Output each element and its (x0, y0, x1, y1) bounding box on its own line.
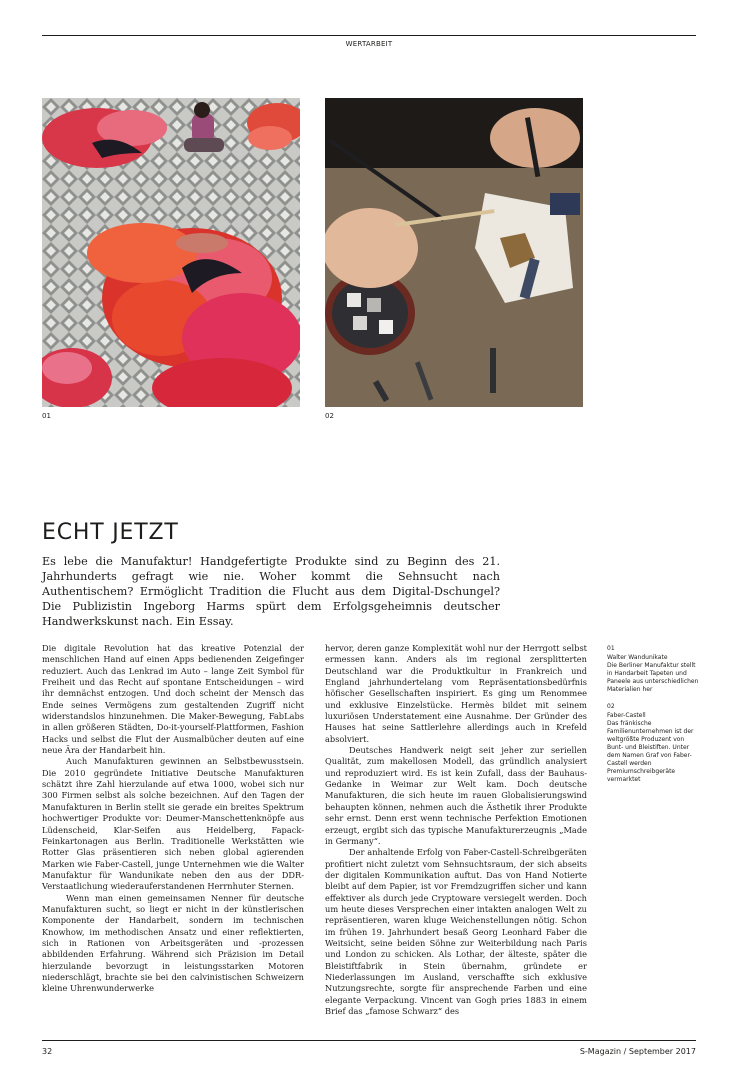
body-column-2 (325, 643, 587, 1017)
caption-01 (607, 645, 699, 694)
body-paragraph: Auch Manufakturen gewinnen an Selbstbewusstsein. Die 2010 gegründete Initiative Deutsche Manufakturen schätzt ihre Zahl hierzulande auf etwa 1000, wobei sich nur 300 Firmen selbst als solche bezeichnen. Auf den Tagen der Manufakturen in Berlin stellt sie gerade ein breites Spektrum hochwertiger Produkte vor: Deumer-Manschettenknöpfe aus Lüdenscheid, Klar-Seifen aus Heidelberg, Fapack-Feinkartonagen aus Berlin. Traditionelle Werkstätten wie Rotter Glas präsentieren sich neben global agierenden Marken wie Faber-Castell, junge Unternehmen wie die Walter Manufaktur für Wandunikate neben den aus der DDR-Verstaatlichung wiederauferstandenen Herrnhuter Sternen. (42, 756, 304, 892)
photo-mosaic-floor (42, 98, 300, 407)
photo-number-02: 02 (325, 412, 334, 420)
body-paragraph: Wenn man einen gemeinsamen Nenner für deutsche Manufakturen sucht, so liegt er nicht in der künstlerischen Komponente der Handarbeit, sondern im technischen Knowhow, im methodischen Ansatz und einer reflektierten, sich in Rationen von Arbeitsgeräten und -prozessen abbildenden Erfahrung. Während sich Präzision im Detail hierzulande bevorzugt in leistungsstarken Motoren niederschlägt, brachte sie bei den calvinistischen Schweizern kleine Uhrenwunderwerke (42, 892, 304, 994)
body-column-1 (42, 643, 304, 995)
photo-number-01: 01 (42, 412, 51, 420)
page-number: 32 (42, 1047, 53, 1056)
caption-number: 01 (607, 645, 615, 652)
caption-title: Faber-Castell (607, 712, 646, 719)
caption-text: Die Berliner Manufaktur stellt in Handarbeit Tapeten und Paneele aus unterschiedlichen Materialien her (607, 662, 699, 693)
caption-number: 02 (607, 703, 615, 710)
body-paragraph: hervor, deren ganze Komplexität wohl nur der Herrgott selbst ermessen kann. Anders als im regional zersplitterten Deutschland war die Produktkultur in Frankreich und England jahrhundertelang vom Repräsentationsbedürfnis höfischer Gesellschaften inspiriert. Es ging um Renommee und exklusive Einzelstücke. Hermès bildet mit seinem luxuriösen Understatement eine Ausnahme. Der Gründer des Hauses hat seine Sattlerlehre allerdings auch in Krefeld absolviert. (325, 643, 587, 744)
top-rule (42, 35, 696, 36)
body-paragraph: Die digitale Revolution hat das kreative Potenzial der menschlichen Hand auf einen Apps bedienenden Zeigefinger reduziert. Auch das Lenkrad im Auto – lange Zeit Symbol für Freiheit und das Recht auf spontane Entscheidungen – wird ihr demnächst entzogen. Und doch scheint der Mensch das Ende seines Vermögens zum gestaltenden Zugriff nicht widerstandslos hinzunehmen. Die Maker-Bewegung, FabLabs in allen größeren Städten, Do-it-yourself-Plattformen, Fashion Hacks und selbst die Flut der Ausmalbücher deuten auf eine neue Ära der Handarbeit hin. (42, 643, 304, 756)
article-headline: ECHT JETZT (42, 520, 179, 545)
section-label: WERTARBEIT (345, 40, 393, 48)
bottom-rule (42, 1040, 696, 1041)
photo-pencil-workbench (325, 98, 583, 407)
caption-text: Das fränkische Familienunternehmen ist der weltgrößte Produzent von Bunt- und Bleistiften. Unter dem Namen Graf von Faber-Castell werden Premiumschreibgeräte vermarktet (607, 720, 694, 783)
article-lead: Es lebe die Manufaktur! Handgefertigte Produkte sind zu Beginn des 21. Jahrhunderts gefragt wie nie. Woher kommt die Sehnsucht nach Authentischem? Ermöglicht Tradition die Flucht aus dem Digital-Dschungel? Die Publizistin Ingeborg Harms spürt dem Erfolgsgeheimnis deutscher Handwerkskunst nach. Ein Essay. (42, 555, 500, 628)
body-paragraph: Der anhaltende Erfolg von Faber-Castell-Schreibgeräten profitiert nicht zuletzt vom Sehnsuchtsraum, der sich abseits der digitalen Kommunikation auftut. Das von Hand Notierte bleibt auf dem Papier, ist vor Fremdzugriffen sicher und kann effektiver als durch jede Cryptoware versiegelt werden. Doch um heute dieses Versprechen einer intakten analogen Welt zu repräsentieren, waren kluge Weichenstellungen nötig. Schon im frühen 19. Jahrhundert besaß Georg Leonhard Faber die Weitsicht, seine beiden Söhne zur Weiterbildung nach Paris und London zu schicken. Als Lothar, der älteste, später die Bleistiftfabrik in Stein übernahm, gründete er Niederlassungen im Ausland, verschaffte sich exklusive Nutzungsrechte, sorgte für ansprechende Farben und eine elegante Verpackung. Vincent van Gogh pries 1883 in einem Brief das „famose Schwarz“ des (325, 847, 587, 1016)
caption-02 (607, 703, 699, 784)
body-paragraph: Deutsches Handwerk neigt seit jeher zur seriellen Qualität, zum makellosen Modell, das gründlich analysiert und reproduziert wird. Es ist kein Zufall, dass der Bauhaus-Gedanke in Weimar zur Welt kam. Doch deutsche Manufakturen, die sich heute im rauen Globalisierungswind behaupten können, nehmen auch die Ästhetik ihrer Produkte sehr ernst. Denn erst wenn technische Perfektion Emotionen erzeugt, ergibt sich das typische Manufakturerzeugnis „Made in Germany“. (325, 745, 587, 846)
caption-title: Walter Wandunikate (607, 654, 668, 661)
photo-captions (607, 645, 699, 793)
publication-info: S-Magazin / September 2017 (579, 1047, 696, 1056)
